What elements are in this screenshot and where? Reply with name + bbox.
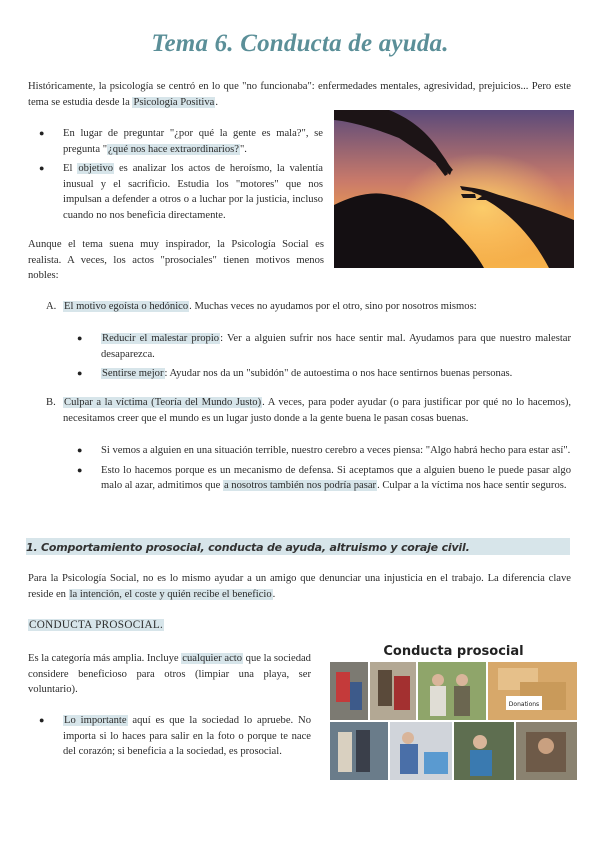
- prosocial-paragraph: Es la categoría más amplia. Incluye cualquier acto que la sociedad considere beneficioso para otros (limpiar una playa, ser voluntario).: [28, 653, 311, 695]
- realism-paragraph: Aunque el tema suena muy inspirador, la Psicología Social es realista. A veces, los actos "prosociales" tienen motivos menos nobles:: [28, 239, 324, 281]
- highlight-positive-psychology: Psicología Positiva: [133, 96, 215, 108]
- item-b: B. Culpar a la víctima (Teoría del Mundo Justo). A veces, para poder ayudar (o para justificar por qué no lo hacemos), necesitamos creer que el mundo es un lugar justo donde a la gente buena le pasan cosas buenas.: [46, 397, 571, 424]
- list-marker: B.: [46, 397, 56, 408]
- list-item: ● El objetivo es analizar los actos de heroísmo, la valentía inusual y el sacrificio. Estudia los "motores" que nos impulsan a defender a otros o a luchar por la justicia, incluso cuando no nos beneficia directamente.: [63, 161, 323, 223]
- item-a: A. El motivo egoísta o hedónico. Muchas veces no ayudamos por el otro, sino por nosotros mismos:: [63, 299, 571, 315]
- list-item: ● Esto lo hacemos porque es un mecanismo de defensa. Si aceptamos que a alguien bueno le puede pasar algo malo al azar, admitimos que a nosotros también nos podría pasar. Culpar a la víctima nos hace sentir seguros.: [101, 463, 571, 494]
- list-item: ● Reducir el malestar propio: Ver a alguien sufrir nos hace sentir mal. Ayudamos para que nuestro malestar desaparezca.: [101, 331, 571, 362]
- importance-bullet: [63, 713, 311, 764]
- list-item: ● Lo importante aquí es que la sociedad lo apruebe. No importa si lo haces para salir en la foto o porque te nace del corazón; si beneficia a la sociedad, es prosocial.: [63, 713, 311, 760]
- intro-paragraph: Históricamente, la psicología se centró en lo que "no funcionaba": enfermedades mentales, agresividad, prejuicios... Pero este tema se estudia desde la Psicología Positiva.: [28, 81, 571, 108]
- list-marker: A.: [46, 301, 57, 312]
- hands-sunset-illustration: [334, 110, 574, 268]
- list-item: ● Sentirse mejor: Ayudar nos da un "subidón" de autoestima o nos hace sentirnos buenas personas.: [101, 366, 571, 382]
- bullet-list-psychology-positive: [63, 126, 323, 227]
- collage-caption: Conducta prosocial: [383, 644, 524, 659]
- list-item: ● Si vemos a alguien en una situación terrible, nuestro cerebro a veces piensa: "Algo habrá hecho para estar así".: [101, 443, 571, 459]
- prosocial-collage: [330, 640, 577, 780]
- subheading-prosocial: CONDUCTA PROSOCIAL.: [29, 619, 164, 631]
- item-b-bullets: [101, 443, 571, 498]
- item-a-bullets: [101, 331, 571, 386]
- difference-paragraph: Para la Psicología Social, no es lo mismo ayudar a un amigo que denunciar una injusticia en el trabajo. La diferencia clave reside en la intención, el coste y quién recibe el beneficio.: [28, 573, 571, 600]
- list-item: ● En lugar de preguntar "¿por qué la gente es mala?", se pregunta "¿qué nos hace extraordinarios?".: [63, 126, 323, 157]
- section-heading: 1. Comportamiento prosocial, conducta de ayuda, altruismo y coraje civil.: [26, 538, 570, 555]
- collage-photos: [330, 662, 577, 780]
- page-title: Tema 6. Conducta de ayuda.: [151, 30, 449, 57]
- donations-label: Donations: [508, 701, 540, 708]
- reaching-hands-image: [334, 110, 574, 268]
